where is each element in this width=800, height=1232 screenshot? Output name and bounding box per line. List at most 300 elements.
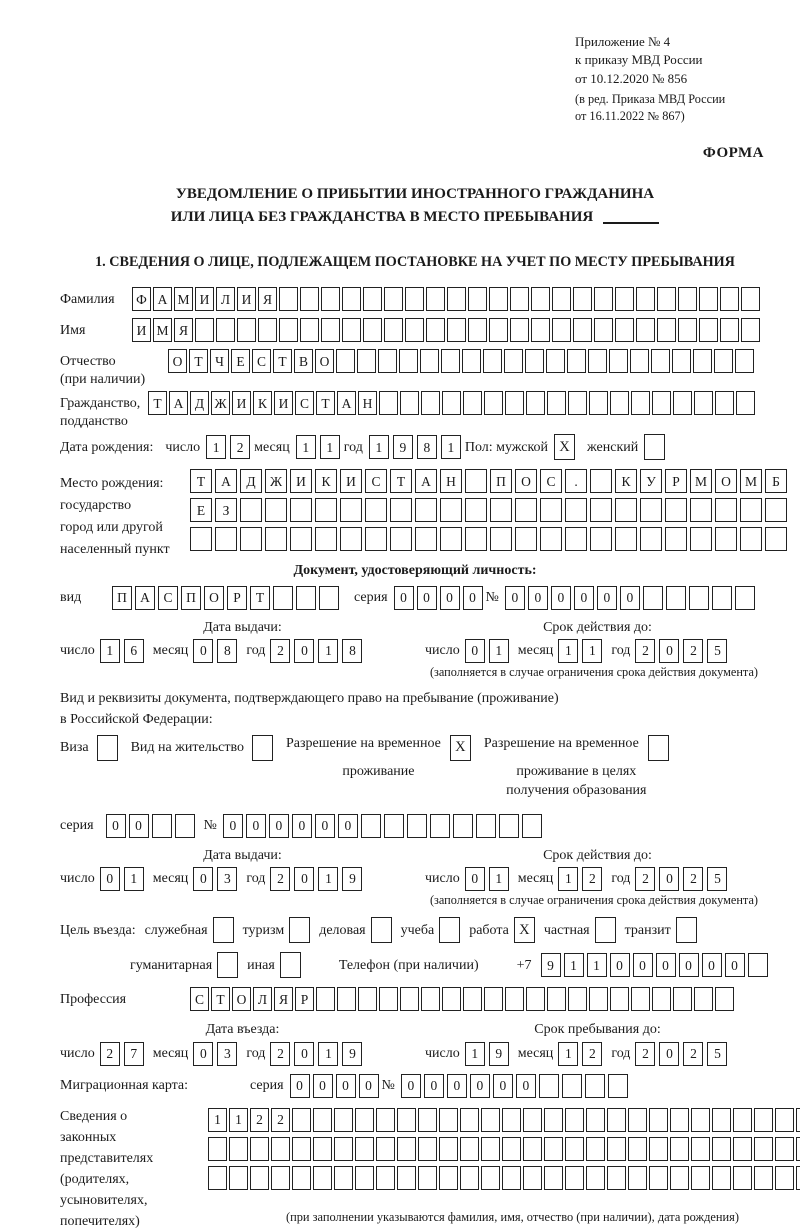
char-box[interactable] (334, 1166, 353, 1190)
char-box[interactable] (292, 1137, 311, 1161)
char-box[interactable]: 0 (193, 867, 213, 891)
char-box[interactable]: 1 (124, 867, 144, 891)
char-box[interactable]: Р (665, 469, 687, 493)
char-box[interactable]: 2 (683, 1042, 703, 1066)
char-box[interactable] (407, 814, 427, 838)
char-box[interactable] (463, 391, 482, 415)
char-box[interactable] (175, 814, 195, 838)
char-box[interactable]: 1 (369, 435, 389, 459)
char-box[interactable] (523, 1166, 542, 1190)
char-box[interactable] (355, 1137, 374, 1161)
char-box[interactable]: 0 (424, 1074, 444, 1098)
char-box[interactable]: И (195, 287, 214, 311)
char-box[interactable] (334, 1108, 353, 1132)
char-box[interactable]: 0 (659, 867, 679, 891)
char-box[interactable] (355, 1166, 374, 1190)
char-box[interactable]: 0 (292, 814, 312, 838)
char-box[interactable]: В (294, 349, 313, 373)
char-box[interactable]: 5 (707, 867, 727, 891)
char-box[interactable] (712, 586, 732, 610)
char-box[interactable] (586, 1108, 605, 1132)
char-box[interactable] (250, 1166, 269, 1190)
char-box[interactable] (316, 987, 335, 1011)
char-box[interactable] (292, 1108, 311, 1132)
char-box[interactable]: 2 (635, 639, 655, 663)
char-box[interactable] (615, 318, 634, 342)
char-box[interactable]: И (274, 391, 293, 415)
char-box[interactable] (586, 1137, 605, 1161)
char-box[interactable]: 1 (558, 867, 578, 891)
char-box[interactable] (342, 287, 361, 311)
char-box[interactable]: 0 (401, 1074, 421, 1098)
char-box[interactable]: Т (190, 469, 212, 493)
char-box[interactable]: 0 (313, 1074, 333, 1098)
char-box[interactable] (610, 391, 629, 415)
char-box[interactable] (376, 1108, 395, 1132)
char-box[interactable] (418, 1137, 437, 1161)
char-box[interactable]: 2 (100, 1042, 120, 1066)
char-box[interactable] (670, 1108, 689, 1132)
char-box[interactable]: 2 (635, 867, 655, 891)
char-box[interactable] (337, 987, 356, 1011)
char-box[interactable] (190, 527, 212, 551)
char-box[interactable]: Д (190, 391, 209, 415)
char-box[interactable]: А (153, 287, 172, 311)
char-box[interactable]: И (132, 318, 151, 342)
char-box[interactable]: Ж (265, 469, 287, 493)
char-box[interactable] (476, 814, 496, 838)
char-box[interactable] (415, 527, 437, 551)
char-box[interactable] (440, 498, 462, 522)
char-box[interactable]: И (340, 469, 362, 493)
char-box[interactable]: 2 (635, 1042, 655, 1066)
char-box[interactable] (505, 391, 524, 415)
char-box[interactable]: 1 (558, 1042, 578, 1066)
char-box[interactable]: К (315, 469, 337, 493)
char-box[interactable] (573, 287, 592, 311)
char-box[interactable]: 0 (290, 1074, 310, 1098)
char-box[interactable] (405, 318, 424, 342)
char-box[interactable]: 7 (124, 1042, 144, 1066)
char-box[interactable] (447, 318, 466, 342)
char-box[interactable] (504, 349, 523, 373)
char-box[interactable] (666, 586, 686, 610)
char-box[interactable] (562, 1074, 582, 1098)
char-box[interactable]: С (190, 987, 209, 1011)
char-box[interactable] (628, 1108, 647, 1132)
char-box[interactable]: А (215, 469, 237, 493)
char-box[interactable] (522, 814, 542, 838)
char-box[interactable] (636, 318, 655, 342)
char-box[interactable]: М (153, 318, 172, 342)
char-box[interactable] (714, 349, 733, 373)
char-box[interactable]: 0 (193, 639, 213, 663)
char-box[interactable]: 0 (417, 586, 437, 610)
char-box[interactable] (213, 917, 234, 943)
char-box[interactable]: 2 (270, 867, 290, 891)
char-box[interactable] (421, 391, 440, 415)
char-box[interactable] (796, 1108, 800, 1132)
char-box[interactable] (691, 1166, 710, 1190)
char-box[interactable] (565, 1108, 584, 1132)
char-box[interactable]: Т (390, 469, 412, 493)
char-box[interactable] (321, 287, 340, 311)
char-box[interactable] (544, 1108, 563, 1132)
char-box[interactable] (594, 318, 613, 342)
char-box[interactable]: 0 (465, 867, 485, 891)
char-box[interactable]: 2 (250, 1108, 269, 1132)
char-box[interactable] (590, 498, 612, 522)
char-box[interactable] (361, 814, 381, 838)
char-box[interactable] (340, 498, 362, 522)
char-box[interactable]: 6 (124, 639, 144, 663)
char-box[interactable] (628, 1166, 647, 1190)
char-box[interactable] (384, 814, 404, 838)
char-box[interactable] (442, 391, 461, 415)
char-box[interactable] (216, 318, 235, 342)
char-box[interactable]: 0 (338, 814, 358, 838)
char-box[interactable] (195, 318, 214, 342)
char-box[interactable]: Ж (211, 391, 230, 415)
char-box[interactable]: 1 (229, 1108, 248, 1132)
char-box[interactable]: . (565, 469, 587, 493)
char-box[interactable]: 0 (633, 953, 653, 977)
char-box[interactable] (397, 1166, 416, 1190)
char-box[interactable]: Я (258, 287, 277, 311)
char-box[interactable] (715, 498, 737, 522)
char-box[interactable] (384, 287, 403, 311)
char-box[interactable] (430, 814, 450, 838)
char-box[interactable]: 2 (582, 867, 602, 891)
char-box[interactable]: М (690, 469, 712, 493)
char-box[interactable]: И (290, 469, 312, 493)
char-box[interactable]: У (640, 469, 662, 493)
char-box[interactable] (376, 1166, 395, 1190)
char-box[interactable] (397, 1108, 416, 1132)
char-box[interactable] (609, 349, 628, 373)
char-box[interactable]: А (337, 391, 356, 415)
char-box[interactable]: С (365, 469, 387, 493)
char-box[interactable]: 1 (582, 639, 602, 663)
char-box[interactable] (547, 987, 566, 1011)
char-box[interactable]: 2 (230, 435, 250, 459)
char-box[interactable] (552, 287, 571, 311)
char-box[interactable] (607, 1166, 626, 1190)
char-box[interactable]: 0 (620, 586, 640, 610)
char-box[interactable] (544, 1166, 563, 1190)
char-box[interactable] (525, 349, 544, 373)
char-box[interactable] (439, 917, 460, 943)
char-box[interactable] (586, 1166, 605, 1190)
char-box[interactable] (678, 287, 697, 311)
char-box[interactable]: 1 (587, 953, 607, 977)
char-box[interactable] (418, 1108, 437, 1132)
char-box[interactable]: 0 (223, 814, 243, 838)
char-box[interactable]: Т (316, 391, 335, 415)
char-box[interactable] (539, 1074, 559, 1098)
char-box[interactable]: 8 (342, 639, 362, 663)
char-box[interactable] (481, 1137, 500, 1161)
char-box[interactable]: М (174, 287, 193, 311)
char-box[interactable]: Т (273, 349, 292, 373)
char-box[interactable]: 0 (294, 867, 314, 891)
char-box[interactable]: 1 (489, 867, 509, 891)
char-box[interactable] (273, 586, 293, 610)
char-box[interactable] (265, 527, 287, 551)
char-box[interactable] (290, 527, 312, 551)
char-box[interactable] (484, 391, 503, 415)
char-box[interactable] (515, 498, 537, 522)
char-box[interactable] (733, 1137, 752, 1161)
char-box[interactable] (447, 287, 466, 311)
char-box[interactable]: 0 (610, 953, 630, 977)
char-box[interactable] (607, 1137, 626, 1161)
char-box[interactable]: 1 (489, 639, 509, 663)
char-box[interactable] (468, 318, 487, 342)
char-box[interactable]: Е (231, 349, 250, 373)
char-box[interactable] (630, 349, 649, 373)
char-box[interactable] (240, 527, 262, 551)
char-box[interactable] (397, 1137, 416, 1161)
char-box[interactable]: 0 (246, 814, 266, 838)
char-box[interactable] (321, 318, 340, 342)
char-box[interactable] (775, 1137, 794, 1161)
char-box[interactable]: 1 (558, 639, 578, 663)
char-box[interactable] (588, 349, 607, 373)
char-box[interactable]: 9 (393, 435, 413, 459)
char-box[interactable] (594, 287, 613, 311)
char-box[interactable]: Я (274, 987, 293, 1011)
char-box[interactable] (565, 498, 587, 522)
char-box[interactable] (460, 1166, 479, 1190)
char-box[interactable] (481, 1108, 500, 1132)
char-box[interactable] (657, 287, 676, 311)
char-box[interactable] (615, 527, 637, 551)
char-box[interactable]: 0 (465, 639, 485, 663)
char-box[interactable] (390, 498, 412, 522)
char-box[interactable]: И (232, 391, 251, 415)
char-box[interactable]: 0 (129, 814, 149, 838)
char-box[interactable] (712, 1108, 731, 1132)
char-box[interactable] (465, 469, 487, 493)
char-box[interactable] (442, 987, 461, 1011)
char-box[interactable] (640, 498, 662, 522)
char-box[interactable]: З (215, 498, 237, 522)
char-box[interactable] (715, 527, 737, 551)
char-box[interactable]: 1 (100, 639, 120, 663)
char-box[interactable] (271, 1137, 290, 1161)
char-box[interactable] (699, 287, 718, 311)
char-box[interactable] (357, 349, 376, 373)
char-box[interactable] (336, 349, 355, 373)
char-box[interactable] (796, 1166, 800, 1190)
char-box[interactable] (735, 586, 755, 610)
char-box[interactable]: Ф (132, 287, 151, 311)
char-box[interactable] (595, 917, 616, 943)
char-box[interactable]: 0 (193, 1042, 213, 1066)
char-box[interactable] (490, 527, 512, 551)
char-box[interactable]: С (158, 586, 178, 610)
char-box[interactable]: О (204, 586, 224, 610)
char-box[interactable] (229, 1166, 248, 1190)
char-box[interactable] (540, 527, 562, 551)
char-box[interactable] (439, 1166, 458, 1190)
char-box[interactable]: 9 (342, 1042, 362, 1066)
char-box[interactable] (665, 498, 687, 522)
char-box[interactable] (523, 1108, 542, 1132)
char-box[interactable]: X (514, 917, 535, 943)
char-box[interactable] (481, 1166, 500, 1190)
char-box[interactable] (672, 349, 691, 373)
char-box[interactable]: 0 (528, 586, 548, 610)
char-box[interactable] (676, 917, 697, 943)
char-box[interactable] (712, 1166, 731, 1190)
char-box[interactable] (678, 318, 697, 342)
char-box[interactable] (631, 987, 650, 1011)
char-box[interactable] (691, 1108, 710, 1132)
char-box[interactable] (280, 952, 301, 978)
char-box[interactable] (670, 1137, 689, 1161)
char-box[interactable] (740, 527, 762, 551)
char-box[interactable] (379, 391, 398, 415)
char-box[interactable]: Ч (210, 349, 229, 373)
char-box[interactable]: 0 (394, 586, 414, 610)
char-box[interactable]: 0 (106, 814, 126, 838)
char-box[interactable] (502, 1166, 521, 1190)
char-box[interactable]: 2 (683, 867, 703, 891)
char-box[interactable] (523, 1137, 542, 1161)
char-box[interactable]: 0 (336, 1074, 356, 1098)
char-box[interactable] (741, 287, 760, 311)
char-box[interactable] (460, 1137, 479, 1161)
char-box[interactable]: О (232, 987, 251, 1011)
char-box[interactable] (453, 814, 473, 838)
char-box[interactable] (673, 987, 692, 1011)
char-box[interactable] (657, 318, 676, 342)
char-box[interactable] (208, 1166, 227, 1190)
char-box[interactable] (460, 1108, 479, 1132)
char-box[interactable] (399, 349, 418, 373)
char-box[interactable]: 0 (679, 953, 699, 977)
char-box[interactable] (590, 527, 612, 551)
char-box[interactable]: 1 (206, 435, 226, 459)
char-box[interactable]: 1 (465, 1042, 485, 1066)
char-box[interactable] (252, 735, 273, 761)
char-box[interactable] (715, 391, 734, 415)
char-box[interactable]: Р (295, 987, 314, 1011)
char-box[interactable] (589, 987, 608, 1011)
char-box[interactable] (565, 1166, 584, 1190)
char-box[interactable] (565, 1137, 584, 1161)
char-box[interactable] (358, 987, 377, 1011)
char-box[interactable]: 3 (217, 1042, 237, 1066)
char-box[interactable] (720, 287, 739, 311)
char-box[interactable]: К (253, 391, 272, 415)
char-box[interactable]: 3 (217, 867, 237, 891)
char-box[interactable] (665, 527, 687, 551)
char-box[interactable] (694, 987, 713, 1011)
char-box[interactable] (240, 498, 262, 522)
char-box[interactable]: 2 (683, 639, 703, 663)
char-box[interactable]: Т (250, 586, 270, 610)
char-box[interactable] (365, 527, 387, 551)
char-box[interactable] (796, 1137, 800, 1161)
char-box[interactable] (636, 287, 655, 311)
char-box[interactable] (215, 527, 237, 551)
char-box[interactable]: 2 (270, 639, 290, 663)
char-box[interactable] (463, 987, 482, 1011)
char-box[interactable] (649, 1108, 668, 1132)
char-box[interactable] (384, 318, 403, 342)
char-box[interactable]: К (615, 469, 637, 493)
char-box[interactable] (735, 349, 754, 373)
char-box[interactable]: О (715, 469, 737, 493)
char-box[interactable]: Е (190, 498, 212, 522)
char-box[interactable]: 2 (270, 1042, 290, 1066)
char-box[interactable] (505, 987, 524, 1011)
char-box[interactable] (552, 318, 571, 342)
char-box[interactable]: 8 (217, 639, 237, 663)
char-box[interactable] (670, 1166, 689, 1190)
char-box[interactable] (589, 391, 608, 415)
char-box[interactable]: 5 (707, 1042, 727, 1066)
char-box[interactable] (465, 527, 487, 551)
char-box[interactable]: С (252, 349, 271, 373)
char-box[interactable] (547, 391, 566, 415)
char-box[interactable]: О (315, 349, 334, 373)
char-box[interactable] (628, 1137, 647, 1161)
char-box[interactable] (741, 318, 760, 342)
char-box[interactable] (690, 498, 712, 522)
char-box[interactable]: 0 (516, 1074, 536, 1098)
char-box[interactable]: 2 (582, 1042, 602, 1066)
char-box[interactable]: 1 (318, 1042, 338, 1066)
char-box[interactable] (567, 349, 586, 373)
char-box[interactable] (379, 987, 398, 1011)
char-box[interactable] (715, 987, 734, 1011)
char-box[interactable]: 0 (505, 586, 525, 610)
char-box[interactable]: 0 (574, 586, 594, 610)
char-box[interactable] (540, 498, 562, 522)
char-box[interactable] (690, 527, 712, 551)
char-box[interactable] (371, 917, 392, 943)
char-box[interactable] (440, 527, 462, 551)
char-box[interactable]: 1 (208, 1108, 227, 1132)
char-box[interactable] (640, 527, 662, 551)
char-box[interactable]: 9 (489, 1042, 509, 1066)
char-box[interactable] (465, 498, 487, 522)
char-box[interactable]: 0 (463, 586, 483, 610)
char-box[interactable] (340, 527, 362, 551)
char-box[interactable] (289, 917, 310, 943)
char-box[interactable]: 0 (294, 1042, 314, 1066)
char-box[interactable] (250, 1137, 269, 1161)
char-box[interactable] (608, 1074, 628, 1098)
char-box[interactable] (415, 498, 437, 522)
char-box[interactable]: X (554, 434, 575, 460)
char-box[interactable] (585, 1074, 605, 1098)
char-box[interactable] (531, 318, 550, 342)
char-box[interactable] (279, 287, 298, 311)
char-box[interactable] (439, 1108, 458, 1132)
char-box[interactable] (754, 1166, 773, 1190)
char-box[interactable]: Л (216, 287, 235, 311)
char-box[interactable] (484, 987, 503, 1011)
char-box[interactable]: 1 (318, 639, 338, 663)
char-box[interactable] (691, 1137, 710, 1161)
char-box[interactable]: Н (440, 469, 462, 493)
char-box[interactable]: П (490, 469, 512, 493)
